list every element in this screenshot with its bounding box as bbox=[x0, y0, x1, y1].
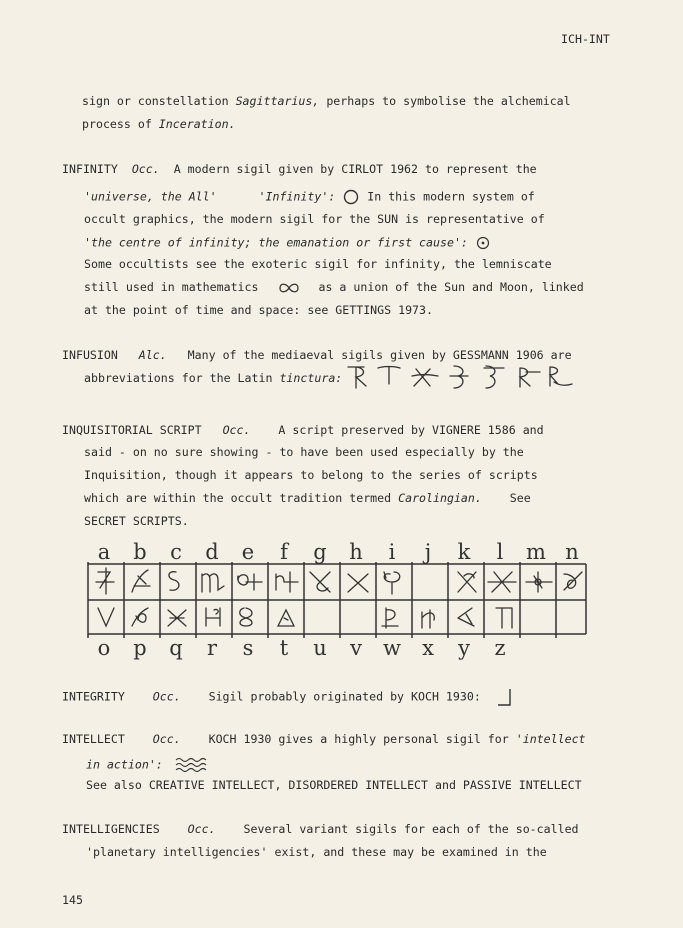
script-letter: s bbox=[242, 636, 254, 660]
entry-intelligencies-line: INTELLIGENCIES Occ. Several variant sigils for each of the so-called bbox=[62, 822, 579, 836]
tinctura-sigils bbox=[344, 362, 574, 396]
entry-heading: INQUISITORIAL SCRIPT bbox=[62, 423, 202, 437]
text-line: 'the centre of infinity; the emanation or first cause': bbox=[84, 235, 491, 251]
page-number: 145 bbox=[62, 893, 83, 907]
script-letter: q bbox=[169, 636, 183, 660]
script-letter: l bbox=[496, 540, 504, 564]
script-letter: i bbox=[388, 540, 396, 564]
script-letter: b bbox=[133, 540, 147, 564]
script-letter: y bbox=[458, 636, 470, 660]
text-line: still used in mathematics as a union of the Sun and Moon, linked bbox=[84, 280, 584, 294]
integrity-sigil-icon bbox=[496, 687, 514, 707]
text-line: See also CREATIVE INTELLECT, DISORDERED INTELLECT and PASSIVE INTELLECT bbox=[86, 778, 582, 792]
script-letter: z bbox=[494, 636, 506, 660]
script-letter: t bbox=[279, 636, 289, 660]
script-letter: o bbox=[97, 636, 111, 660]
text-line: 'planetary intelligencies' exist, and these may be examined in the bbox=[86, 845, 547, 859]
script-letter: v bbox=[350, 636, 362, 660]
entry-tag: Alc. bbox=[138, 348, 167, 362]
text-line: in action': bbox=[86, 755, 208, 775]
entry-infusion-line: INFUSION Alc. Many of the mediaeval sigils given by GESSMANN 1906 are bbox=[62, 348, 572, 362]
entry-integrity-line: INTEGRITY Occ. Sigil probably originated by KOCH 1930: bbox=[62, 687, 514, 707]
entry-heading: INFUSION bbox=[62, 348, 118, 362]
lemniscate-icon bbox=[278, 282, 300, 294]
script-letter: p bbox=[133, 636, 147, 660]
entry-inquisitorial-line: INQUISITORIAL SCRIPT Occ. A script preserved by VIGNERE 1586 and bbox=[62, 423, 544, 437]
entry-tag: Occ. bbox=[152, 732, 181, 746]
script-letter: k bbox=[457, 540, 471, 564]
entry-heading: INTELLECT bbox=[62, 732, 125, 746]
entry-heading: INTEGRITY bbox=[62, 689, 125, 704]
entry-heading: INFINITY bbox=[62, 162, 118, 176]
text-line: 'universe, the All' 'Infinity': In this modern system of bbox=[84, 189, 535, 204]
script-letter: e bbox=[241, 540, 255, 564]
entry-tag: Occ. bbox=[222, 423, 251, 437]
intellect-sigil-icon bbox=[174, 755, 208, 775]
entry-tag: Occ. bbox=[131, 162, 160, 176]
script-letter: c bbox=[170, 540, 182, 564]
text-line: Inquisition, though it appears to belong to the series of scripts bbox=[84, 468, 538, 482]
script-letter: x bbox=[422, 636, 434, 660]
script-letter: m bbox=[526, 540, 546, 564]
text-line: process of Inceration. bbox=[82, 117, 236, 131]
script-letter: d bbox=[205, 540, 219, 564]
text-line: Some occultists see the exoteric sigil for infinity, the lemniscate bbox=[84, 257, 552, 271]
script-grid bbox=[86, 562, 591, 638]
text-line: occult graphics, the modern sigil for the SUN is representative of bbox=[84, 212, 545, 226]
entry-intellect-line: INTELLECT Occ. KOCH 1930 gives a highly personal sigil for 'intellect bbox=[62, 732, 586, 746]
text-line: said - on no sure showing - to have been used especially by the bbox=[84, 445, 524, 459]
script-letter: a bbox=[97, 540, 111, 564]
text-line: sign or constellation Sagittarius, perhaps to symbolise the alchemical bbox=[82, 94, 571, 108]
text-line: at the point of time and space: see GETTINGS 1973. bbox=[84, 303, 434, 317]
entry-heading: INTELLIGENCIES bbox=[62, 822, 160, 836]
entry-infinity-line: INFINITY Occ. A modern sigil given by CIRLOT 1962 to represent the bbox=[62, 162, 537, 176]
script-letter: n bbox=[565, 540, 579, 564]
script-letter: f bbox=[280, 540, 288, 564]
sun-sigil-icon bbox=[475, 235, 491, 251]
text-line: abbreviations for the Latin tinctura: bbox=[84, 371, 343, 385]
script-letter: h bbox=[349, 540, 363, 564]
script-letter: w bbox=[383, 636, 401, 660]
running-header: ICH-INT bbox=[561, 32, 610, 46]
entry-tag: Occ. bbox=[187, 822, 216, 836]
inquisitorial-script-table bbox=[86, 538, 591, 660]
tinctura-sigil-icons bbox=[344, 362, 574, 392]
text-line: SECRET SCRIPTS. bbox=[84, 514, 189, 528]
script-letter: u bbox=[313, 636, 327, 660]
text-line: which are within the occult tradition termed Carolingian. See bbox=[84, 491, 531, 505]
entry-tag: Occ. bbox=[152, 689, 181, 704]
script-letter: g bbox=[313, 540, 327, 564]
script-letter: r bbox=[206, 636, 218, 660]
script-letter: j bbox=[424, 540, 432, 564]
circle-sigil-icon bbox=[342, 189, 360, 205]
